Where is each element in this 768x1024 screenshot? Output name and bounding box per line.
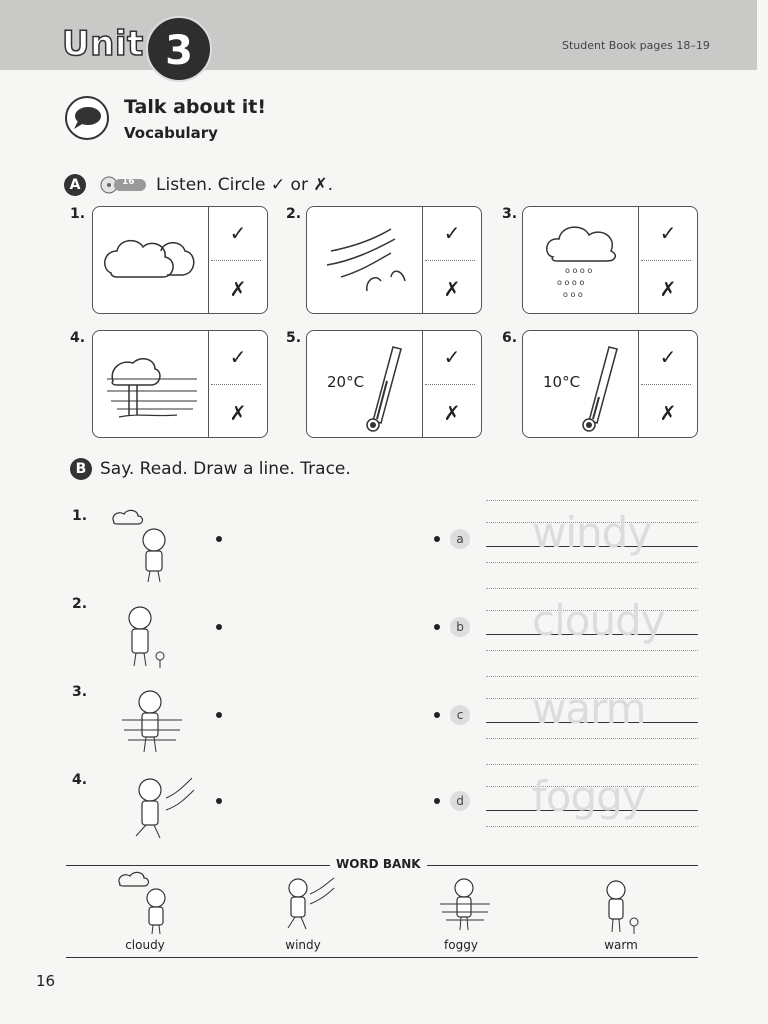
student-book-pages: Student Book pages 18–19 [562, 39, 710, 52]
character-windy-icon [118, 768, 198, 848]
character-warm-icon [110, 594, 180, 674]
section-b-badge: B [70, 458, 92, 480]
trace-word: foggy [532, 772, 646, 821]
match-dot-left[interactable] [216, 536, 222, 542]
row-number: 4. [72, 772, 88, 788]
item-number: 6. [502, 330, 518, 346]
rain-icon [527, 211, 635, 311]
picture-box-2 [306, 206, 482, 314]
picture-box-5 [306, 330, 482, 438]
wind-icon [311, 211, 419, 311]
cross-option[interactable]: ✗ [443, 401, 461, 425]
check-option[interactable]: ✓ [229, 221, 247, 245]
match-dot-right[interactable] [434, 712, 440, 718]
match-dot-left[interactable] [216, 624, 222, 630]
picture-box-3 [522, 206, 698, 314]
cross-option[interactable]: ✗ [229, 277, 247, 301]
word-bank-word: foggy [444, 938, 478, 952]
trace-line-2[interactable] [486, 588, 698, 650]
speech-bubble-icon [64, 95, 110, 141]
cross-option[interactable]: ✗ [229, 401, 247, 425]
check-option[interactable]: ✓ [443, 345, 461, 369]
trace-word: warm [532, 684, 646, 733]
fog-tree-icon [97, 335, 205, 435]
cross-option[interactable]: ✗ [659, 277, 677, 301]
trace-line-3[interactable] [486, 676, 698, 738]
row-number: 1. [72, 508, 88, 524]
svg-text:o o o o: o o o o [565, 266, 593, 275]
svg-text:o o o: o o o [563, 290, 583, 299]
word-bank-warm-icon [592, 874, 652, 936]
item-number: 5. [286, 330, 302, 346]
cross-option[interactable]: ✗ [443, 277, 461, 301]
page-number: 16 [36, 972, 56, 990]
track-number: 16 [122, 177, 135, 187]
answer-letter: a [450, 529, 470, 549]
answer-letter: d [450, 791, 470, 811]
check-option[interactable]: ✓ [443, 221, 461, 245]
check-option[interactable]: ✓ [659, 345, 677, 369]
trace-line-4[interactable] [486, 764, 698, 826]
trace-line-1[interactable] [486, 500, 698, 562]
word-bank-word: cloudy [125, 938, 165, 952]
check-option[interactable]: ✓ [229, 345, 247, 369]
item-number: 2. [286, 206, 302, 222]
word-bank-bottom-line [66, 957, 698, 958]
picture-box-4 [92, 330, 268, 438]
talk-subtitle: Vocabulary [124, 124, 218, 142]
temperature-label: 10°C [543, 373, 581, 391]
word-bank-cloudy-icon [116, 870, 176, 936]
cross-option[interactable]: ✗ [659, 401, 677, 425]
picture-box-6 [522, 330, 698, 438]
row-number: 3. [72, 684, 88, 700]
thermometer-icon [527, 335, 635, 435]
temperature-label: 20°C [327, 373, 365, 391]
thermometer-icon [311, 335, 419, 435]
match-dot-left[interactable] [216, 712, 222, 718]
word-bank-foggy-icon [436, 872, 496, 936]
match-dot-right[interactable] [434, 536, 440, 542]
talk-title: Talk about it! [124, 96, 267, 118]
answer-letter: b [450, 617, 470, 637]
item-number: 3. [502, 206, 518, 222]
word-bank-word: warm [604, 938, 638, 952]
svg-text:o o o o: o o o o [557, 278, 585, 287]
character-foggy-icon [118, 680, 188, 760]
section-a-instruction: Listen. Circle ✓ or ✗. [156, 175, 333, 195]
match-dot-left[interactable] [216, 798, 222, 804]
trace-word: cloudy [532, 596, 665, 645]
unit-number-badge: 3 [146, 16, 212, 82]
item-number: 1. [70, 206, 86, 222]
match-dot-right[interactable] [434, 798, 440, 804]
word-bank-title: WORD BANK [330, 857, 427, 871]
word-bank-word: windy [285, 938, 321, 952]
match-dot-right[interactable] [434, 624, 440, 630]
word-bank-windy-icon [268, 872, 338, 936]
section-b-instruction: Say. Read. Draw a line. Trace. [100, 459, 351, 479]
trace-word: windy [532, 508, 652, 557]
cloud-icon [97, 211, 205, 311]
answer-letter: c [450, 705, 470, 725]
character-cloudy-icon [108, 506, 178, 586]
item-number: 4. [70, 330, 86, 346]
section-a-badge: A [64, 174, 86, 196]
unit-label: Unit [62, 24, 144, 64]
picture-box-1 [92, 206, 268, 314]
check-option[interactable]: ✓ [659, 221, 677, 245]
row-number: 2. [72, 596, 88, 612]
